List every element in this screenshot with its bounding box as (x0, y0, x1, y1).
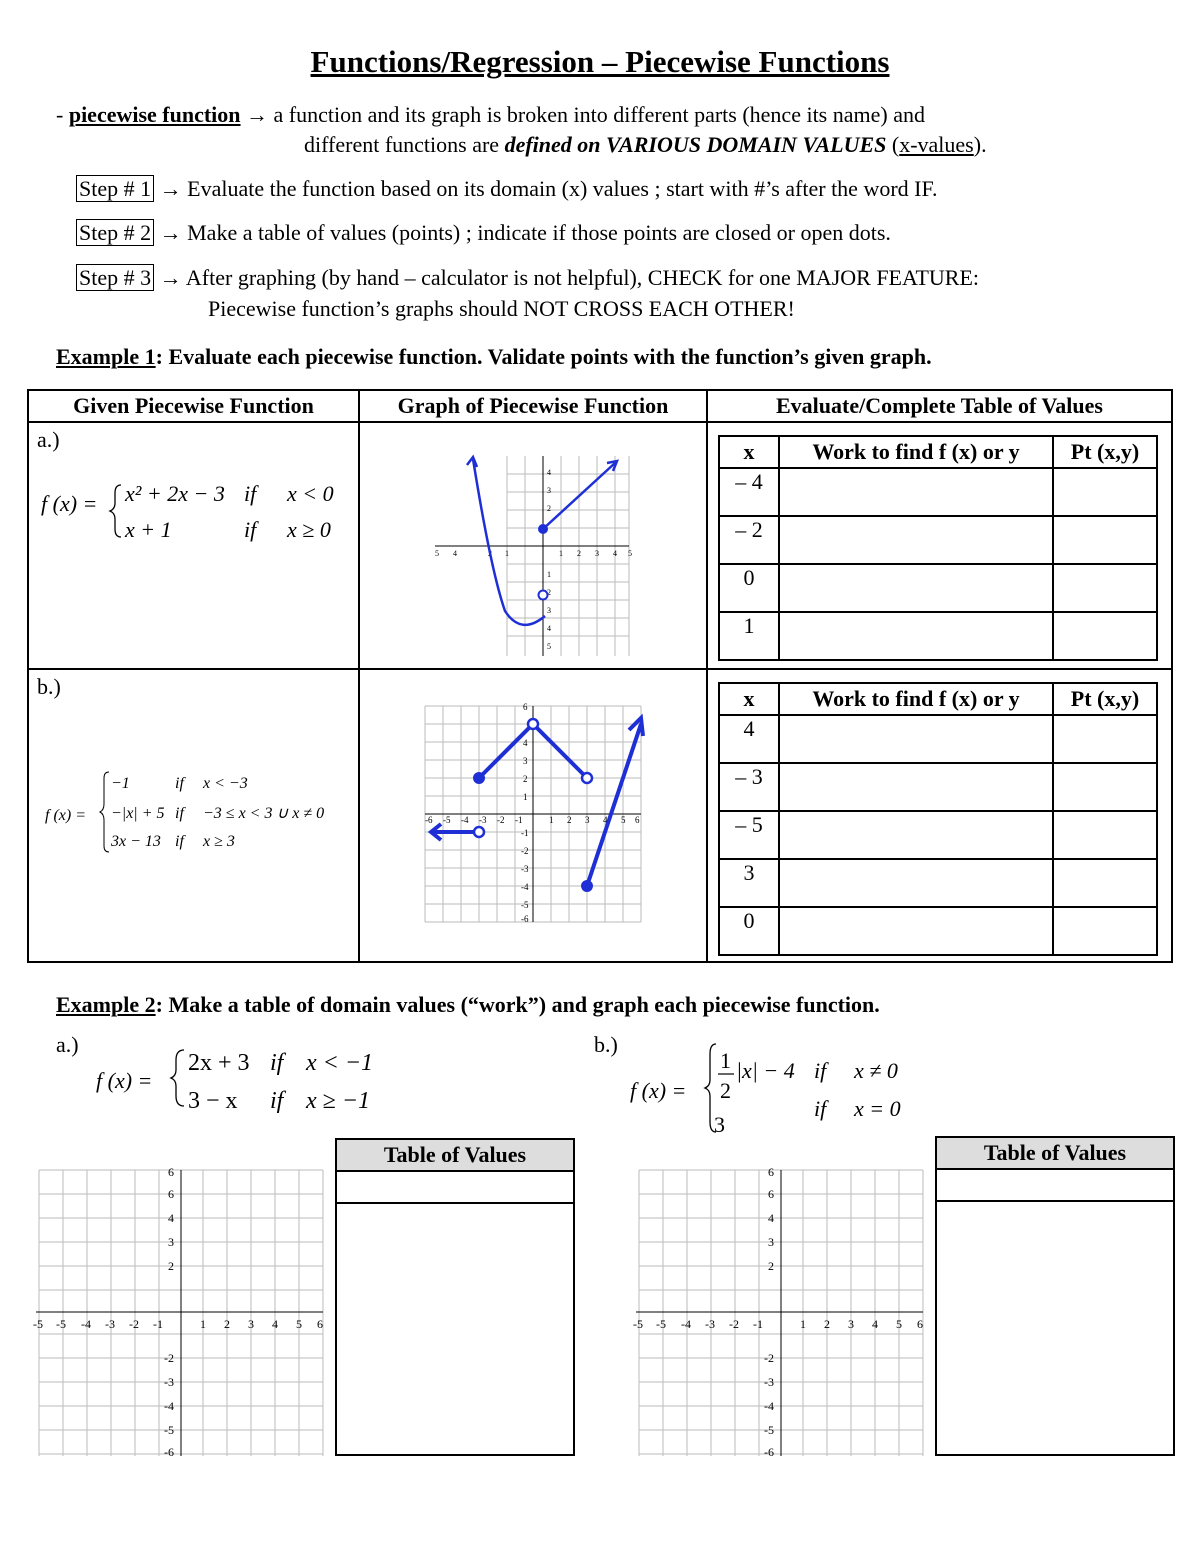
svg-text:3: 3 (168, 1235, 174, 1249)
graph-b-open-dot (474, 827, 484, 837)
example2-heading: Example 2: Make a table of domain values (“work”) and graph each piecewise function. (56, 992, 880, 1017)
svg-text:-6: -6 (521, 914, 529, 924)
svg-text:-5: -5 (633, 1317, 643, 1331)
svg-text:-3: -3 (764, 1375, 774, 1389)
svg-text:-5: -5 (164, 1423, 174, 1437)
svg-text:2: 2 (547, 588, 551, 597)
svg-text:-4: -4 (81, 1317, 91, 1331)
svg-text:x < −1: x < −1 (306, 1050, 374, 1076)
table-row[interactable] (337, 1172, 573, 1204)
svg-text:x ≠ 0: x ≠ 0 (854, 1058, 898, 1083)
table-row: 4 (719, 715, 1157, 763)
svg-text:-1: -1 (153, 1317, 163, 1331)
svg-text:2: 2 (824, 1317, 830, 1331)
example1a-values-table: x Work to find f (x) or y Pt (x,y) – 4 – 2 0 1 (718, 435, 1158, 661)
svg-text:2: 2 (567, 815, 572, 825)
svg-text:-6: -6 (764, 1445, 774, 1459)
svg-text:-5: -5 (764, 1423, 774, 1437)
table-row: 3 (719, 859, 1157, 907)
svg-text:if: if (175, 775, 184, 792)
svg-text:2: 2 (523, 774, 528, 784)
svg-text:2x + 3: 2x + 3 (188, 1050, 250, 1076)
svg-text:4: 4 (547, 624, 551, 633)
svg-text:1: 1 (523, 792, 528, 802)
svg-text:1: 1 (505, 549, 509, 558)
graph-a-open-dot (539, 591, 548, 600)
svg-text:4: 4 (872, 1317, 878, 1331)
page-title: Functions/Regression – Piecewise Functions (310, 44, 890, 79)
table-row: 0 (719, 564, 1157, 612)
svg-text:-3: -3 (705, 1317, 715, 1331)
table-title: Table of Values (937, 1138, 1173, 1170)
svg-text:f (x) =: f (x) = (41, 491, 98, 516)
svg-text:6: 6 (917, 1317, 923, 1331)
svg-text:1: 1 (800, 1317, 806, 1331)
svg-text:4: 4 (603, 815, 608, 825)
svg-text:-3: -3 (105, 1317, 115, 1331)
svg-text:x = 0: x = 0 (854, 1096, 901, 1121)
svg-text:-2: -2 (521, 846, 529, 856)
svg-text:-4: -4 (461, 815, 469, 825)
svg-text:if: if (814, 1096, 827, 1121)
example1a-label: a.) (37, 427, 60, 452)
graph-b-closed-dot (473, 772, 485, 784)
svg-text:6: 6 (168, 1165, 174, 1179)
svg-text:4: 4 (613, 549, 617, 558)
table-title: Table of Values (337, 1140, 573, 1172)
graph-b-right-ray (587, 724, 641, 886)
svg-text:-5: -5 (33, 1317, 43, 1331)
svg-text:3: 3 (585, 815, 590, 825)
svg-text:|x| − 4: |x| − 4 (736, 1058, 795, 1083)
svg-text:2: 2 (488, 549, 492, 558)
svg-text:5: 5 (547, 642, 551, 651)
example2a-label: a.) (56, 1032, 79, 1057)
table-row: – 4 (719, 468, 1157, 516)
svg-text:x < −3: x < −3 (203, 775, 248, 792)
svg-text:−3 ≤ x < 3 ∪ x ≠ 0: −3 ≤ x < 3 ∪ x ≠ 0 (203, 805, 325, 822)
header-given: Given Piecewise Function (28, 390, 359, 422)
svg-text:-4: -4 (764, 1399, 774, 1413)
svg-text:-6: -6 (425, 815, 433, 825)
svg-text:x ≥ 3: x ≥ 3 (203, 833, 235, 850)
example2b-label: b.) (594, 1032, 618, 1057)
svg-text:3: 3 (714, 1112, 725, 1137)
header-graph: Graph of Piecewise Function (359, 390, 707, 422)
svg-text:1: 1 (547, 570, 551, 579)
svg-text:2: 2 (224, 1317, 230, 1331)
svg-text:2: 2 (768, 1259, 774, 1273)
table-row: – 2 (719, 516, 1157, 564)
svg-text:-5: -5 (656, 1317, 666, 1331)
example2a-table-of-values[interactable] (335, 1138, 575, 1456)
example1a-graph (433, 451, 633, 661)
graph-b-open-dot (582, 773, 592, 783)
example2b-table-of-values[interactable] (935, 1136, 1175, 1456)
svg-text:3: 3 (768, 1235, 774, 1249)
svg-text:3: 3 (595, 549, 599, 558)
svg-text:4: 4 (272, 1317, 278, 1331)
svg-text:4: 4 (453, 549, 457, 558)
svg-text:if: if (270, 1088, 284, 1114)
svg-text:-1: -1 (521, 828, 529, 838)
graph-b-open-dot (528, 719, 538, 729)
svg-text:-3: -3 (521, 864, 529, 874)
svg-text:4: 4 (168, 1211, 174, 1225)
svg-text:4: 4 (768, 1211, 774, 1225)
svg-text:3: 3 (523, 756, 528, 766)
table-row: 0 (719, 907, 1157, 955)
graph-b-closed-dot (581, 880, 593, 892)
definition-line2: different functions are defined on VARIOUS DOMAIN VALUES (x-values). (304, 132, 987, 157)
example1b-label: b.) (37, 674, 61, 699)
svg-text:1: 1 (200, 1317, 206, 1331)
svg-text:f (x) =: f (x) = (630, 1078, 687, 1103)
svg-text:f (x) =: f (x) = (96, 1068, 153, 1093)
svg-text:if: if (244, 481, 257, 506)
svg-text:x < 0: x < 0 (287, 481, 334, 506)
svg-text:6: 6 (317, 1317, 323, 1331)
svg-text:3: 3 (248, 1317, 254, 1331)
svg-text:5: 5 (296, 1317, 302, 1331)
table-row: – 3 (719, 763, 1157, 811)
svg-text:6: 6 (635, 815, 640, 825)
header-evaluate: Evaluate/Complete Table of Values (707, 390, 1172, 422)
table-row: – 5 (719, 811, 1157, 859)
example1b-function (29, 760, 356, 870)
svg-text:5: 5 (628, 549, 632, 558)
svg-text:3: 3 (848, 1317, 854, 1331)
svg-text:5: 5 (896, 1317, 902, 1331)
step-3: Step # 3 → After graphing (by hand – calculator is not helpful), CHECK for one MAJOR FEATURE: (76, 265, 979, 291)
svg-text:3 − x: 3 − x (188, 1088, 238, 1114)
svg-text:3: 3 (547, 606, 551, 615)
svg-text:−|x| + 5: −|x| + 5 (111, 805, 165, 822)
definition-term: piecewise function (68, 102, 241, 127)
svg-text:1: 1 (720, 1048, 731, 1073)
svg-text:1: 1 (549, 815, 554, 825)
example1b-values-table: x Work to find f (x) or y Pt (x,y) 4 – 3 – 5 3 0 (718, 682, 1158, 956)
svg-text:-1: -1 (515, 815, 523, 825)
svg-text:-4: -4 (521, 882, 529, 892)
svg-text:-2: -2 (764, 1351, 774, 1365)
svg-text:-2: -2 (729, 1317, 739, 1331)
table-row[interactable] (937, 1170, 1173, 1202)
svg-text:6: 6 (768, 1165, 774, 1179)
svg-text:x ≥ −1: x ≥ −1 (306, 1088, 371, 1114)
svg-text:-5: -5 (443, 815, 451, 825)
svg-text:6: 6 (768, 1187, 774, 1201)
svg-text:f (x) =: f (x) = (45, 807, 86, 824)
svg-text:-3: -3 (479, 815, 487, 825)
svg-text:2: 2 (547, 504, 551, 513)
table-row: 1 (719, 612, 1157, 660)
svg-text:-4: -4 (164, 1399, 174, 1413)
example2a-function (92, 1040, 392, 1120)
svg-text:if: if (270, 1050, 284, 1076)
step-3-line2: Piecewise function’s graphs should NOT CROSS EACH OTHER! (208, 296, 795, 321)
svg-text:2: 2 (577, 549, 581, 558)
svg-text:-2: -2 (497, 815, 505, 825)
svg-text:2: 2 (720, 1078, 731, 1103)
step-1: Step # 1 → Evaluate the function based on its domain (x) values ; start with #’s after the word IF. (76, 176, 937, 202)
svg-text:x + 1: x + 1 (125, 517, 172, 542)
example1a-function (29, 457, 356, 542)
example2b-function (626, 1036, 946, 1140)
svg-text:-2: -2 (129, 1317, 139, 1331)
example2a-graph-grid[interactable] (33, 1164, 328, 1460)
svg-text:-3: -3 (164, 1375, 174, 1389)
svg-text:if: if (175, 833, 184, 850)
svg-text:if: if (175, 805, 184, 822)
svg-text:if: if (814, 1058, 827, 1083)
svg-text:-2: -2 (164, 1351, 174, 1365)
svg-text:-1: -1 (753, 1317, 763, 1331)
definition-line1: - piecewise function → a function and its graph is broken into different parts (hence its name) and (56, 102, 925, 127)
svg-text:3x − 13: 3x − 13 (111, 833, 161, 850)
svg-text:-5: -5 (56, 1317, 66, 1331)
svg-text:-4: -4 (681, 1317, 691, 1331)
svg-text:4: 4 (523, 738, 528, 748)
svg-text:-5: -5 (521, 900, 529, 910)
graph-b-lines (431, 718, 643, 886)
svg-text:6: 6 (168, 1187, 174, 1201)
svg-text:5: 5 (621, 815, 626, 825)
step-2: Step # 2 → Make a table of values (points) ; indicate if those points are closed or open dots. (76, 220, 891, 246)
example1-table (27, 389, 1173, 963)
example1-heading: Example 1: Evaluate each piecewise function. Validate points with the function’s given graph. (56, 344, 932, 369)
svg-text:3: 3 (547, 486, 551, 495)
svg-text:6: 6 (523, 702, 528, 712)
svg-text:-6: -6 (164, 1445, 174, 1459)
svg-text:1: 1 (559, 549, 563, 558)
svg-text:4: 4 (547, 468, 551, 477)
svg-text:x ≥ 0: x ≥ 0 (287, 517, 331, 542)
example2b-graph-grid[interactable] (633, 1164, 928, 1460)
example1b-graph (423, 704, 643, 924)
svg-text:x² + 2x − 3: x² + 2x − 3 (125, 481, 225, 506)
svg-text:if: if (244, 517, 257, 542)
graph-a-closed-dot (538, 524, 548, 534)
svg-text:2: 2 (168, 1259, 174, 1273)
svg-text:−1: −1 (111, 775, 130, 792)
svg-text:5: 5 (435, 549, 439, 558)
